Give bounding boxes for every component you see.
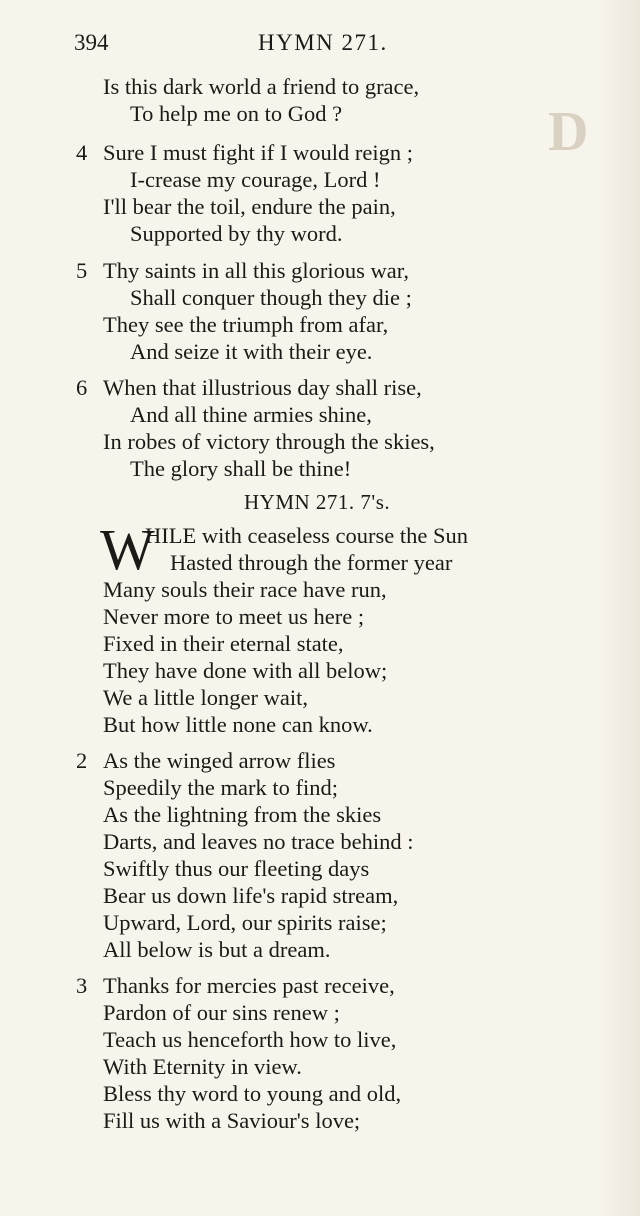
- verse-line: Many souls their race have run,: [103, 577, 387, 602]
- verse-line: Bless thy word to young and old,: [103, 1081, 402, 1106]
- stanza-number: 3: [76, 973, 88, 998]
- verse-line: Supported by thy word.: [130, 221, 343, 246]
- hymn-title: HYMN 271. 7's.: [244, 490, 391, 514]
- verse-line: Hasted through the former year: [170, 550, 453, 575]
- verse-line: And all thine armies shine,: [130, 402, 372, 427]
- page-number: 394: [74, 30, 109, 55]
- verse-line: Speedily the mark to find;: [103, 775, 338, 800]
- stanza-number: 2: [76, 748, 88, 773]
- verse-line: Never more to meet us here ;: [103, 604, 365, 629]
- verse-line: When that illustrious day shall rise,: [103, 375, 422, 400]
- stanza-number: 4: [76, 140, 88, 165]
- verse-line: Bear us down life's rapid stream,: [103, 883, 399, 908]
- verse-line: Shall conquer though they die ;: [130, 285, 412, 310]
- verse-line: Fill us with a Saviour's love;: [103, 1108, 361, 1133]
- verse-line: To help me on to God ?: [130, 101, 343, 126]
- verse-line: Thy saints in all this glorious war,: [103, 258, 409, 283]
- verse-line: As the winged arrow flies: [103, 748, 336, 773]
- drop-cap: W: [100, 517, 155, 582]
- page-header: [74, 30, 574, 64]
- verse-line: Sure I must fight if I would reign ;: [103, 140, 413, 165]
- page-edge-shadow: [600, 0, 640, 1216]
- verse-line: In robes of victory through the skies,: [103, 429, 435, 454]
- verse-line: Darts, and leaves no trace behind :: [103, 829, 414, 854]
- verse-line: Swiftly thus our fleeting days: [103, 856, 370, 881]
- verse-line: Is this dark world a friend to grace,: [103, 74, 420, 99]
- verse-line: Teach us henceforth how to live,: [103, 1027, 397, 1052]
- verse-line: Thanks for mercies past receive,: [103, 973, 395, 998]
- verse-line: And seize it with their eye.: [130, 339, 373, 364]
- verse-line: They see the triumph from afar,: [103, 312, 389, 337]
- verse-line: Upward, Lord, our spirits raise;: [103, 910, 387, 935]
- verse-line: Fixed in their eternal state,: [103, 631, 344, 656]
- verse-line: But how little none can know.: [103, 712, 373, 737]
- verse-line: HILE with ceaseless course the Sun: [145, 523, 469, 548]
- stanza-number: 6: [76, 375, 88, 400]
- bleed-through-letter: D: [548, 101, 589, 163]
- running-title: HYMN 271.: [258, 30, 388, 55]
- verse-line: Pardon of our sins renew ;: [103, 1000, 340, 1025]
- verse-line: All below is but a dream.: [103, 937, 331, 962]
- verse-line: With Eternity in view.: [103, 1054, 302, 1079]
- verse-line: The glory shall be thine!: [130, 456, 352, 481]
- stanza-number: 5: [76, 258, 88, 283]
- verse-line: As the lightning from the skies: [103, 802, 382, 827]
- verse-line: I-crease my courage, Lord !: [130, 167, 381, 192]
- verse-line: We a little longer wait,: [103, 685, 308, 710]
- verse-line: I'll bear the toil, endure the pain,: [103, 194, 396, 219]
- verse-line: They have done with all below;: [103, 658, 388, 683]
